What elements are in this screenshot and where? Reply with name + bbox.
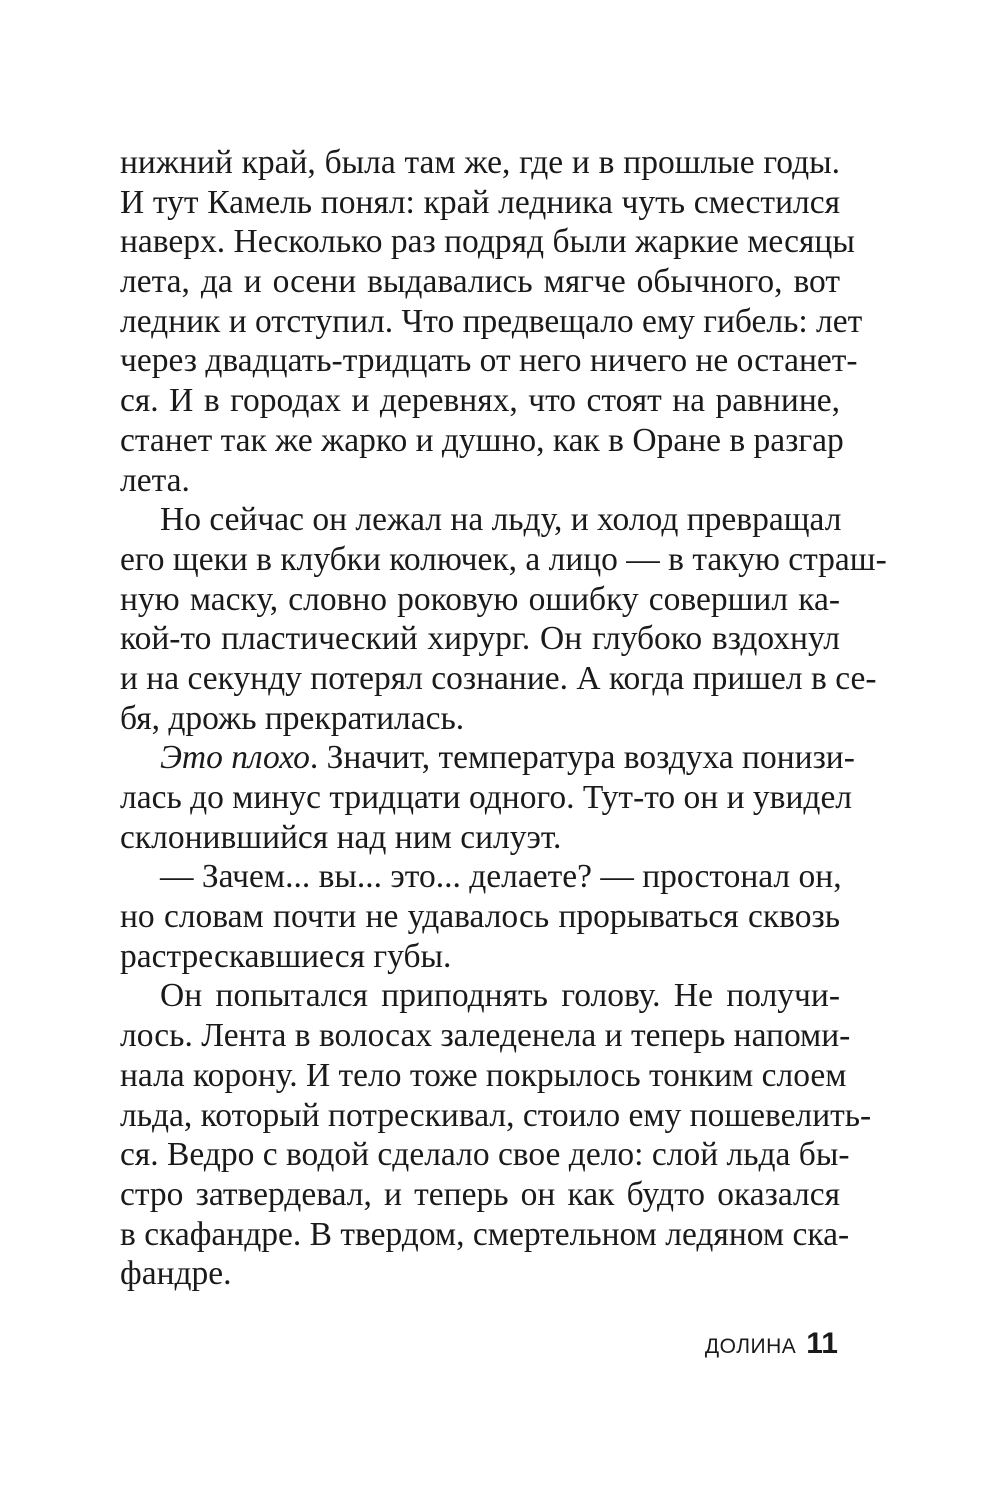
- text-line: [120, 738, 855, 778]
- text-line: его щеки в клубки колючек, а лицо — в такую страш-: [120, 540, 887, 578]
- text-line: наверх. Несколько раз подряд были жаркие месяцы: [120, 223, 855, 261]
- text-line: через двадцать-тридцать от него ничего не останет-: [120, 342, 858, 380]
- text-line: нала корону. И тело тоже покрылось тонким слоем: [120, 1056, 847, 1094]
- text-line: — Зачем... вы... это... делаете? — простонал он,: [160, 858, 842, 896]
- text-line: льда, который потрескивал, стоило ему пошевелить-: [120, 1096, 872, 1134]
- page-body-text: [120, 143, 887, 1294]
- text-line: склонившийся над ним силуэт.: [120, 818, 562, 856]
- text-line: кой-то пластический хирург. Он глубоко вздохнул: [120, 620, 840, 658]
- text-line: в скафандре. В твердом, смертельном ледяном ска-: [120, 1215, 850, 1253]
- text-line: бя, дрожь прекратилась.: [120, 699, 465, 737]
- text-line: но словам почти не удавалось прорываться сквозь: [120, 898, 840, 936]
- italic-phrase: Это плохо: [160, 739, 310, 777]
- text-line: станет так же жарко и душно, как в Оране в разгар: [120, 421, 844, 459]
- text-line: лета, да и осени выдавались мягче обычного, вот: [120, 263, 840, 301]
- text-line: лета.: [120, 461, 190, 499]
- text-line: лось. Лента в волосах заледенела и теперь напоми-: [120, 1017, 851, 1055]
- text-line: лась до минус тридцати одного. Тут-то он и увидел: [120, 779, 853, 816]
- text-line: ную маску, словно роковую ошибку совершил ка-: [120, 580, 840, 618]
- text-line: И тут Камель понял: край ледника чуть сместился: [120, 183, 840, 221]
- text-line: и на секунду потерял сознание. А когда пришел в се-: [120, 659, 877, 697]
- text-line: нижний край, была там же, где и в прошлые годы.: [120, 144, 840, 181]
- running-head: ДОЛИНА: [704, 1335, 797, 1358]
- text-line: фандре.: [120, 1255, 232, 1293]
- page-footer: [600, 1327, 838, 1361]
- text-line: ся. И в городах и деревнях, что стоят на равнине,: [120, 382, 840, 420]
- text-line: Он попытался приподнять голову. Не получи-: [160, 977, 840, 1015]
- text-segment: . Значит, температура воздуха понизи-: [309, 739, 855, 777]
- text-line: ледник и отступил. Что предвещало ему гибель: лет: [120, 302, 863, 340]
- text-line: Но сейчас он лежал на льду, и холод превращал: [160, 501, 842, 539]
- text-line: стро затвердевал, и теперь он как будто оказался: [120, 1175, 840, 1213]
- page-number: 11: [806, 1327, 838, 1360]
- text-line: растрескавшиеся губы.: [120, 937, 452, 975]
- text-line: ся. Ведро с водой сделало свое дело: слой льда бы-: [120, 1136, 850, 1174]
